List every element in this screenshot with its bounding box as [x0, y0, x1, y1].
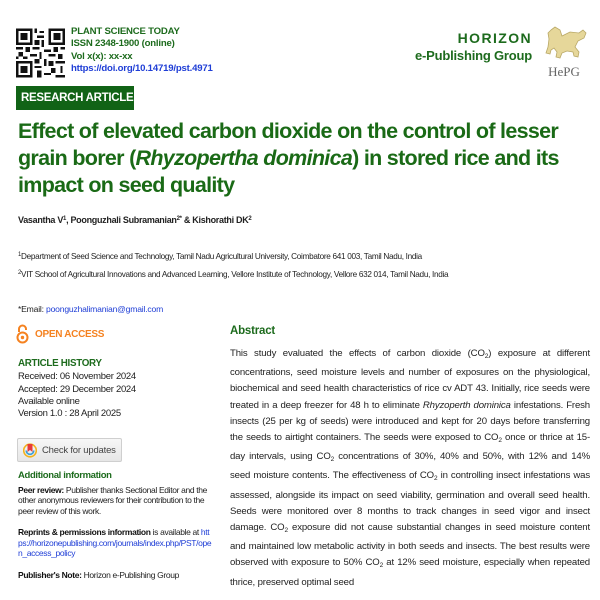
author-sup: 2* [176, 216, 182, 222]
accepted-date: Accepted: 29 December 2024 [18, 383, 136, 395]
abstract-text: infestations. Fresh insects (25 per kg of seeds) were introduced and kept for 20 days before transferring the seeds to airtight containers. The seeds were exposed to CO [230, 399, 590, 444]
lion-logo-icon [535, 24, 593, 82]
history-heading: ARTICLE HISTORY [18, 358, 102, 369]
journal-name: PLANT SCIENCE TODAY [71, 26, 180, 37]
open-access-label: OPEN ACCESS [35, 328, 105, 340]
subscript: 2 [484, 353, 489, 360]
author-sup: 2 [248, 216, 252, 222]
journal-volume: Vol x(x): xx-xx [71, 50, 133, 62]
affil-sup: 2 [18, 270, 22, 276]
publisher-line2: e-Publishing Group [414, 48, 532, 63]
abstract-heading: Abstract [230, 325, 276, 337]
abstract-text: ) exposure at different concentrations, seed moisture levels and number of exposures on the physiological, biochemical and seed health characteristics of rice cv ADT 43. Initially, rice seeds were treated in a deep freezer for 48 h to eliminate [230, 348, 591, 411]
author: Poonguzhali Subramanian [70, 215, 177, 225]
open-access-lock-icon [16, 324, 29, 344]
journal-meta [71, 26, 213, 76]
crossmark-icon [23, 442, 37, 458]
email-label: *Email: [18, 304, 47, 314]
peer-review-text: Publisher thanks Sectional Editor and the other anonymous reviewers for their contribution to the peer review of this work. [18, 484, 208, 516]
abstract-species: Rhyzoperth dominica [422, 399, 511, 411]
abstract-body [230, 346, 590, 591]
abstract-text: once or thrice at 15-day intervals, using CO [230, 432, 590, 463]
additional-heading: Additional information [18, 470, 112, 481]
affiliation-1 [18, 252, 422, 261]
publisher-note [18, 570, 213, 581]
author-sep: , [66, 215, 71, 225]
title-text-end: ) in stored rice and its impact on seed quality [18, 146, 559, 197]
abstract-text: at 12% seed moisture, especially when repeated thrice, preserved optimal seed [230, 557, 590, 588]
doi-link[interactable]: https://doi.org/10.14719/pst.4971 [71, 63, 213, 75]
article-history [18, 358, 136, 420]
available-online: Available online [18, 395, 80, 407]
qr-code-icon [16, 27, 65, 79]
subscript: 2 [330, 456, 335, 464]
abstract-text: This study evaluated the effects of carbon dioxide (CO [230, 348, 485, 359]
publisher-note-text: Horizon e-Publishing Group [81, 569, 179, 580]
article-title [18, 118, 593, 199]
email-link[interactable]: poonguzhalimanian@gmail.com [46, 304, 164, 314]
subscript: 2 [433, 475, 438, 483]
check-for-updates-label: Check for updates [42, 444, 116, 456]
publisher-line1: HORIZON [457, 30, 532, 46]
publisher-name [415, 30, 532, 64]
corresponding-email [18, 304, 163, 314]
affil-text: Department of Seed Science and Technology, Tamil Nadu Agricultural University, Coimbatore 641 003, Tamil Nadu, India [21, 252, 422, 261]
reprints-link[interactable]: https://horizonepublishing.com/journals/index.php/PST/open_access_policy [18, 527, 212, 558]
author-sup: 1 [63, 216, 67, 222]
abstract-text: concentrations of 30%, 40% and 50%, with 12% and 14% seed moisture contents. The effectiveness of CO [230, 451, 590, 482]
additional-information [18, 471, 213, 591]
reprints-text: is available at [150, 527, 201, 537]
peer-review-label: Peer review: [18, 484, 64, 495]
author: Vasantha V [18, 215, 64, 225]
affil-text: VIT School of Agricultural Innovations and Advanced Learning, Vellore Institute of Technology, Vellore 632 014, Tamil Nadu, India [21, 270, 449, 279]
author: Kishorathi DK [192, 215, 249, 225]
title-species: Rhyzopertha dominica [135, 146, 353, 170]
version-date: Version 1.0 : 28 April 2025 [18, 408, 121, 420]
author-sep: & [181, 215, 193, 225]
affil-sup: 1 [18, 252, 22, 258]
reprints-label: Reprints & permissions information [18, 527, 151, 537]
subscript: 2 [379, 562, 384, 570]
logo-text: HePG [548, 64, 580, 79]
abstract-text: exposure did not cause substantial changes in seed moisture content and maintained low metabolic activity in both seeds and insects. The best results were observed with exposure to 50% CO [230, 522, 590, 569]
article-type-badge: RESEARCH ARTICLE [16, 86, 134, 110]
check-for-updates-button[interactable] [17, 438, 122, 462]
author-list [18, 215, 251, 225]
received-date: Received: 06 November 2024 [18, 371, 136, 383]
subscript: 2 [284, 527, 288, 535]
abstract-text: in controlling insect infestations was assessed, alongside its impact on seed viability, germination and overall seed health. Seeds were monitored over 8 months to track changes in seed vigor and insect damage. CO [230, 470, 591, 534]
publisher-note-label: Publisher's Note: [18, 569, 82, 580]
journal-issn: ISSN 2348-1900 (online) [71, 38, 175, 50]
reprints-note [18, 527, 213, 559]
affiliation-2 [18, 270, 448, 279]
subscript: 2 [498, 437, 502, 445]
open-access-badge [16, 323, 104, 345]
peer-review-note [18, 485, 213, 517]
title-text: Effect of elevated carbon dioxide on the control of lesser grain borer ( [18, 119, 559, 170]
